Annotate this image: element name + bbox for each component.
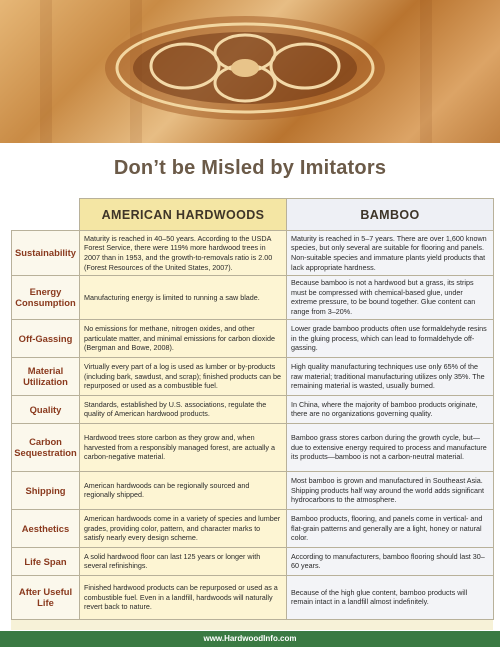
american-cell: Manufacturing energy is limited to running a saw blade. — [80, 276, 287, 320]
table-row — [12, 509, 494, 547]
floor-plank — [40, 0, 52, 143]
bamboo-cell: In China, where the majority of bamboo products originate, there are no organizations governing quality. — [287, 395, 494, 423]
table-row — [12, 276, 494, 320]
bamboo-cell: Lower grade bamboo products often use formaldehyde resins in the gluing process, which can lead to formaldehyde off-gassing. — [287, 319, 494, 357]
american-cell: Standards, established by U.S. associations, regulate the quality of American hardwood products. — [80, 395, 287, 423]
header-bamboo: BAMBOO — [287, 199, 494, 231]
floor-plank — [420, 0, 432, 143]
header-american-hardwoods: AMERICAN HARDWOODS — [80, 199, 287, 231]
bamboo-cell: Most bamboo is grown and manufactured in Southeast Asia. Shipping products half way around the world adds significant hydrocarbons to the atmosphere. — [287, 471, 494, 509]
footer-url-link[interactable]: www.HardwoodInfo.com — [203, 634, 297, 643]
american-cell: Finished hardwood products can be repurposed or used as a combustible fuel. Even in a landfill, hardwoods will naturally revert back to nature. — [80, 575, 287, 619]
floor-medallion — [95, 8, 395, 128]
row-label: Quality — [12, 395, 80, 423]
footer-bar — [0, 631, 500, 647]
american-cell: American hardwoods can be regionally sourced and regionally shipped. — [80, 471, 287, 509]
table-row — [12, 357, 494, 395]
hero-floor-image — [0, 0, 500, 143]
american-cell: Maturity is reached in 40–50 years. According to the USDA Forest Service, there were 119% more hardwood trees in 2007 than in 1953, and the growth-to-removals ratio is 2.00 (Forest Resources of the United States, 2007). — [80, 231, 287, 276]
bamboo-cell: Because bamboo is not a hardwood but a grass, its strips must be compressed with chemical-based glue, under extreme pressure, to be bound together. Glue content can range from 3–20%. — [287, 276, 494, 320]
table-row — [12, 471, 494, 509]
american-cell: American hardwoods come in a variety of species and lumber grades, providing color, pattern, and character marks to satisfy nearly every design scheme. — [80, 509, 287, 547]
row-label: Aesthetics — [12, 509, 80, 547]
row-label: Material Utilization — [12, 357, 80, 395]
row-label: Shipping — [12, 471, 80, 509]
header-blank — [12, 199, 80, 231]
american-cell: Virtually every part of a log is used as lumber or by-products (including bark, sawdust, and scrap); finished products can be repurposed or used as a combustible fuel. — [80, 357, 287, 395]
row-label: Off-Gassing — [12, 319, 80, 357]
row-label: After Useful Life — [12, 575, 80, 619]
table-row — [12, 575, 494, 619]
row-label: Carbon Sequestration — [12, 423, 80, 471]
bamboo-cell: High quality manufacturing techniques use only 65% of the raw material; traditional manufacturing utilizes only 35%. The remaining material is wasted, usually burned. — [287, 357, 494, 395]
row-label: Life Span — [12, 547, 80, 575]
bamboo-cell: Bamboo products, flooring, and panels come in vertical- and flat-grain patterns and generally are a light, honey or natural color. — [287, 509, 494, 547]
american-cell: Hardwood trees store carbon as they grow and, when harvested from a responsibly managed forest, are actually a carbon-negative material. — [80, 423, 287, 471]
table-row — [12, 319, 494, 357]
bamboo-cell: Because of the high glue content, bamboo products will remain intact in a landfill almost indefinitely. — [287, 575, 494, 619]
table-row — [12, 395, 494, 423]
american-cell: No emissions for methane, nitrogen oxides, and other particulate matter, and minimal emissions for carbon dioxide (Bergman and Bowe, 2008). — [80, 319, 287, 357]
table-row — [12, 231, 494, 276]
bamboo-cell: According to manufacturers, bamboo flooring should last 30–60 years. — [287, 547, 494, 575]
table-row — [12, 547, 494, 575]
bamboo-cell: Bamboo grass stores carbon during the growth cycle, but—due to extensive energy required to process and manufacture its products—bamboo is not a carbon-neutral material. — [287, 423, 494, 471]
row-label: Energy Consumption — [12, 276, 80, 320]
row-label: Sustainability — [12, 231, 80, 276]
page-title: Don’t be Misled by Imitators — [113, 157, 387, 179]
bamboo-cell: Maturity is reached in 5–7 years. There are over 1,600 known species, but only several are suitable for flooring and panels. Non-suitable species and immature plants yield products that lack appropriate hardness. — [287, 231, 494, 276]
table-row — [12, 423, 494, 471]
american-cell: A solid hardwood floor can last 125 years or longer with several refinishings. — [80, 547, 287, 575]
comparison-table — [11, 198, 493, 630]
